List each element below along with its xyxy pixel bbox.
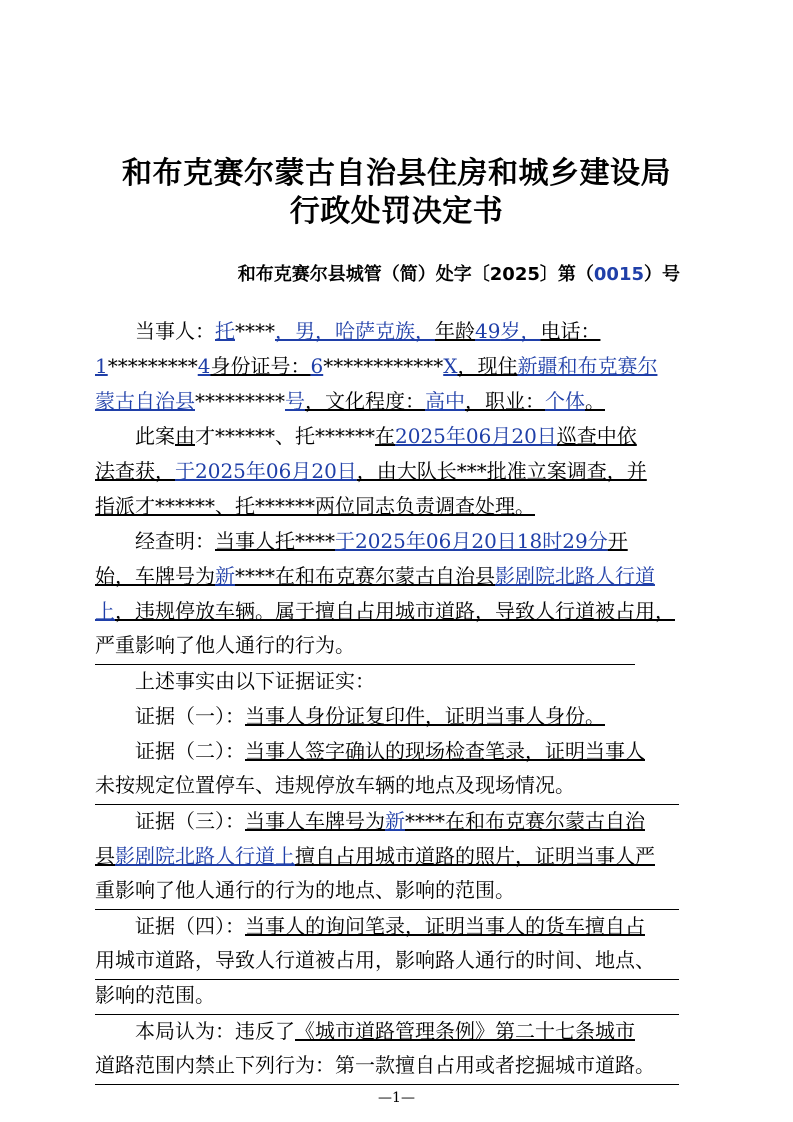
- paragraph-line: 当事人：托****，男，哈萨克族，年龄49岁，电话：: [95, 319, 601, 343]
- evidence-1: 证据（一）：当事人身份证复印件，证明当事人身份。: [95, 704, 605, 728]
- evidence-4: 证据（四）：当事人的询问笔录，证明当事人的货车擅自占: [95, 914, 645, 938]
- document-number: 和布克赛尔县城管（简）处字〔2025〕第（0015）号: [237, 264, 680, 285]
- paragraph-line: [95, 1049, 679, 1085]
- conclusion-line: 本局认为：违反了《城市道路管理条例》第二十七条城市: [95, 1019, 635, 1043]
- evidence-3: 证据（三）：当事人车牌号为新****在和布克赛尔蒙古自治: [95, 809, 645, 833]
- paragraph-line: 蒙古自治县*********号，文化程度：高中，职业：个体。: [95, 389, 605, 413]
- paragraph-line: 上述事实由以下证据证实：: [95, 669, 375, 693]
- evidence-2: 证据（二）：当事人签字确认的现场检查笔录，证明当事人: [95, 739, 645, 763]
- paragraph-line: 影响的范围。: [95, 979, 679, 1015]
- paragraph-line: 重影响了他人通行的行为的地点、影响的范围。: [95, 874, 679, 910]
- paragraph-line: 此案由才******、托******在2025年06月20日巡查中依: [95, 424, 637, 448]
- paragraph-line: 用城市道路，导致人行道被占用，影响路人通行的时间、地点、: [95, 944, 679, 980]
- title-line-1: 和布克赛尔蒙古自治县住房和城乡建设局: [122, 156, 671, 191]
- paragraph-line: 未按规定位置停车、违规停放车辆的地点及现场情况。: [95, 769, 679, 805]
- text-run: 道路范围内禁止下列行为：第一款擅自占用或者挖掘城市道路。: [95, 1053, 655, 1077]
- paragraph-line: 严重影响了他人通行的行为。: [95, 629, 635, 665]
- title-line-2: 行政处罚决定书: [289, 194, 504, 229]
- paragraph-line: 上，违规停放车辆。属于擅自占用城市道路，导致人行道被占用，: [95, 599, 675, 623]
- paragraph-line: 指派才******、托******两位同志负责调查处理。: [95, 494, 535, 518]
- page-number: —1—: [378, 1090, 415, 1106]
- paragraph-line: 法查获，于2025年06月20日，由大队长***批准立案调查，并: [95, 459, 647, 483]
- paragraph-line: 经查明：当事人托****于2025年06月20日18时29分开: [95, 529, 628, 553]
- paragraph-line: 1*********4身份证号：6************X，现住新疆和布克赛尔: [95, 354, 658, 378]
- paragraph-line: 县影剧院北路人行道上擅自占用城市道路的照片，证明当事人严: [95, 844, 655, 868]
- paragraph-line: 始，车牌号为新****在和布克赛尔蒙古自治县影剧院北路人行道: [95, 564, 655, 588]
